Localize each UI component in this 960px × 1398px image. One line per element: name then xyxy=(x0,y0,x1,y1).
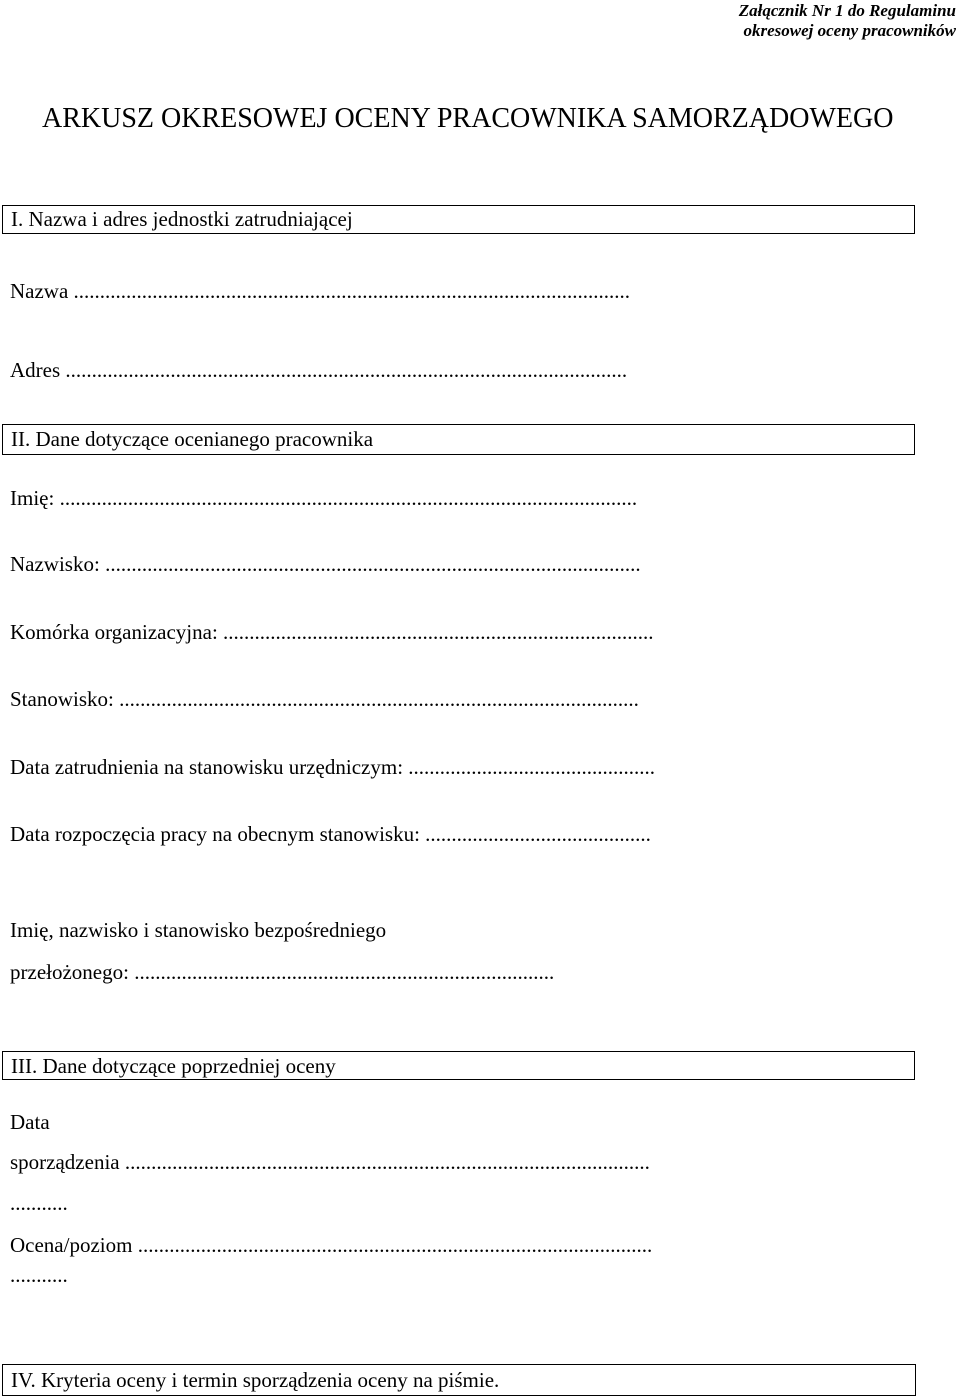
field-przelozony-label: Imię, nazwisko i stanowisko bezpośredniego xyxy=(10,918,387,942)
field-stanowisko[interactable]: Stanowisko: ................................................................................................... xyxy=(10,687,639,711)
field-data-sporzadzenia-cont[interactable]: ........... xyxy=(10,1191,68,1215)
field-ocena-poziom[interactable]: Ocena/poziom .................................................................................................. xyxy=(10,1233,653,1257)
field-ocena-poziom-cont[interactable]: ........... xyxy=(10,1263,68,1287)
field-data-sporzadzenia[interactable]: sporządzenia .................................................................................................... xyxy=(10,1150,650,1174)
annex-line-1: Załącznik Nr 1 do Regulaminu xyxy=(738,1,956,20)
section-1-heading: I. Nazwa i adres jednostki zatrudniającej xyxy=(2,205,915,234)
field-nazwisko[interactable]: Nazwisko: ...................................................................................................... xyxy=(10,552,641,576)
section-2-heading: II. Dane dotyczące ocenianego pracownika xyxy=(2,424,915,455)
field-nazwa[interactable]: Nazwa .......................................................................................................... xyxy=(10,279,631,303)
section-4-heading: IV. Kryteria oceny i termin sporządzenia oceny na piśmie. xyxy=(2,1364,916,1396)
field-imie[interactable]: Imię: .............................................................................................................. xyxy=(10,486,638,510)
page-title: ARKUSZ OKRESOWEJ OCENY PRACOWNIKA SAMORZĄDOWEGO xyxy=(42,103,894,134)
field-adres[interactable]: Adres ........................................................................................................... xyxy=(10,358,628,382)
field-komorka[interactable]: Komórka organizacyjna: .................................................................................. xyxy=(10,620,654,644)
annex-line-2: okresowej oceny pracowników xyxy=(743,21,956,40)
section-3-heading: III. Dane dotyczące poprzedniej oceny xyxy=(2,1051,915,1080)
field-data-label: Data xyxy=(10,1110,50,1134)
field-data-zatrudnienia[interactable]: Data zatrudnienia na stanowisku urzędniczym: ............................................... xyxy=(10,755,656,779)
field-przelozony[interactable]: przełożonego: ................................................................................ xyxy=(10,960,555,984)
field-data-rozpoczecia[interactable]: Data rozpoczęcia pracy na obecnym stanowisku: ........................................... xyxy=(10,822,651,846)
